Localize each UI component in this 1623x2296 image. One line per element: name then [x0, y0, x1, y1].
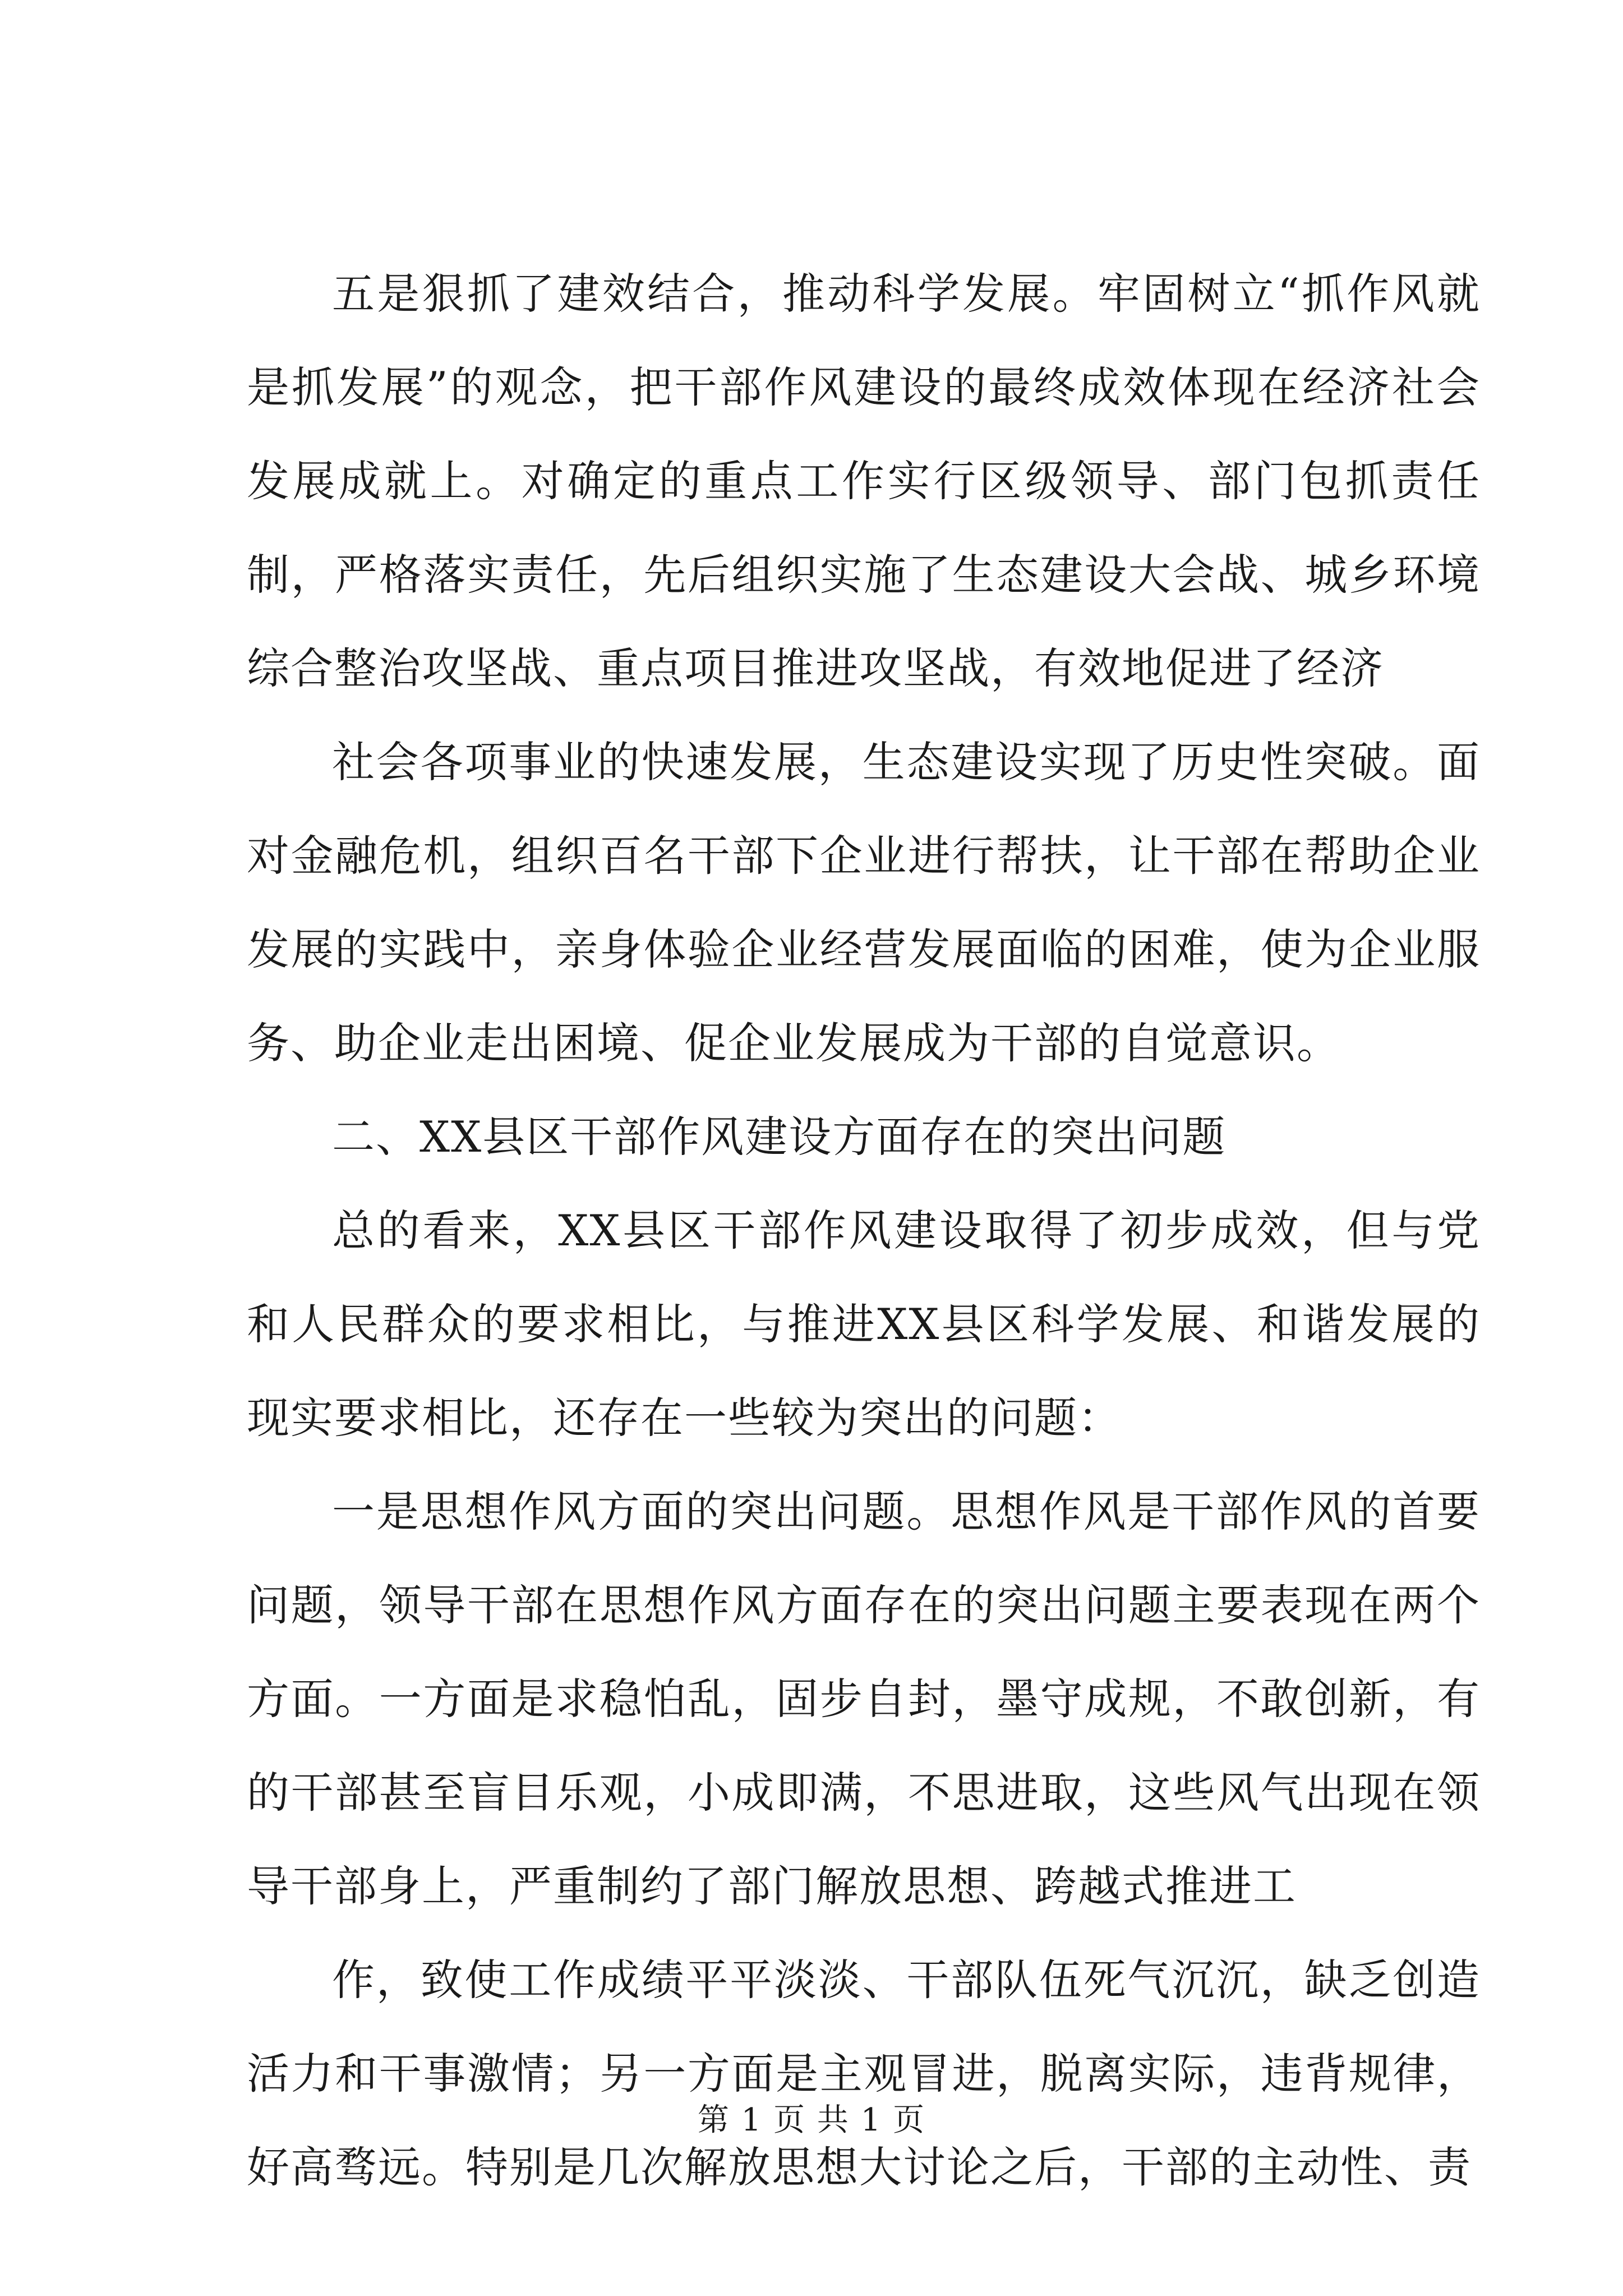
- document-body: [247, 247, 1481, 2214]
- paragraph-building-results: 五是狠抓了建效结合，推动科学发展。牢固树立“抓作风就是抓发展”的观念，把干部作风建设的最终成效体现在经济社会发展成就上。对确定的重点工作实行区级领导、部门包抓责任制，严格落实责任，先后组织实施了生态建设大会战、城乡环境综合整治攻坚战、重点项目推进攻坚战，有效地促进了经济: [247, 269, 1481, 693]
- paragraph-overview: 总的看来，XX县区干部作风建设取得了初步成效，但与党和人民群众的要求相比，与推进XX县区科学发展、和谐发展的现实要求相比，还存在一些较为突出的问题：: [247, 1205, 1481, 1443]
- paragraph-ideological-style: 一是思想作风方面的突出问题。思想作风是干部作风的首要问题，领导干部在思想作风方面存在的突出问题主要表现在两个方面。一方面是求稳怕乱，固步自封，墨守成规，不敢创新，有的干部甚至盲目乐观，小成即满，不思进取，这些风气出现在领导干部身上，严重制约了部门解放思想、跨越式推进工: [247, 1487, 1481, 1911]
- paragraph-work-results: 作，致使工作成绩平平淡淡、干部队伍死气沉沉，缺乏创造活力和干事激情；另一方面是主观冒进，脱离实际，违背规律，好高骛远。特别是几次解放思想大讨论之后，干部的主动性、责: [247, 1955, 1481, 2192]
- section-heading-problems: 二、XX县区干部作风建设方面存在的突出问题: [332, 1112, 1227, 1162]
- page-number-footer: 第 1 页 共 1 页: [697, 2102, 926, 2138]
- paragraph-social-development: 社会各项事业的快速发展，生态建设实现了历史性突破。面对金融危机，组织百名干部下企业进行帮扶，让干部在帮助企业发展的实践中，亲身体验企业经营发展面临的困难，使为企业服务、助企业走出困境、促企业发展成为干部的自觉意识。: [247, 737, 1481, 1068]
